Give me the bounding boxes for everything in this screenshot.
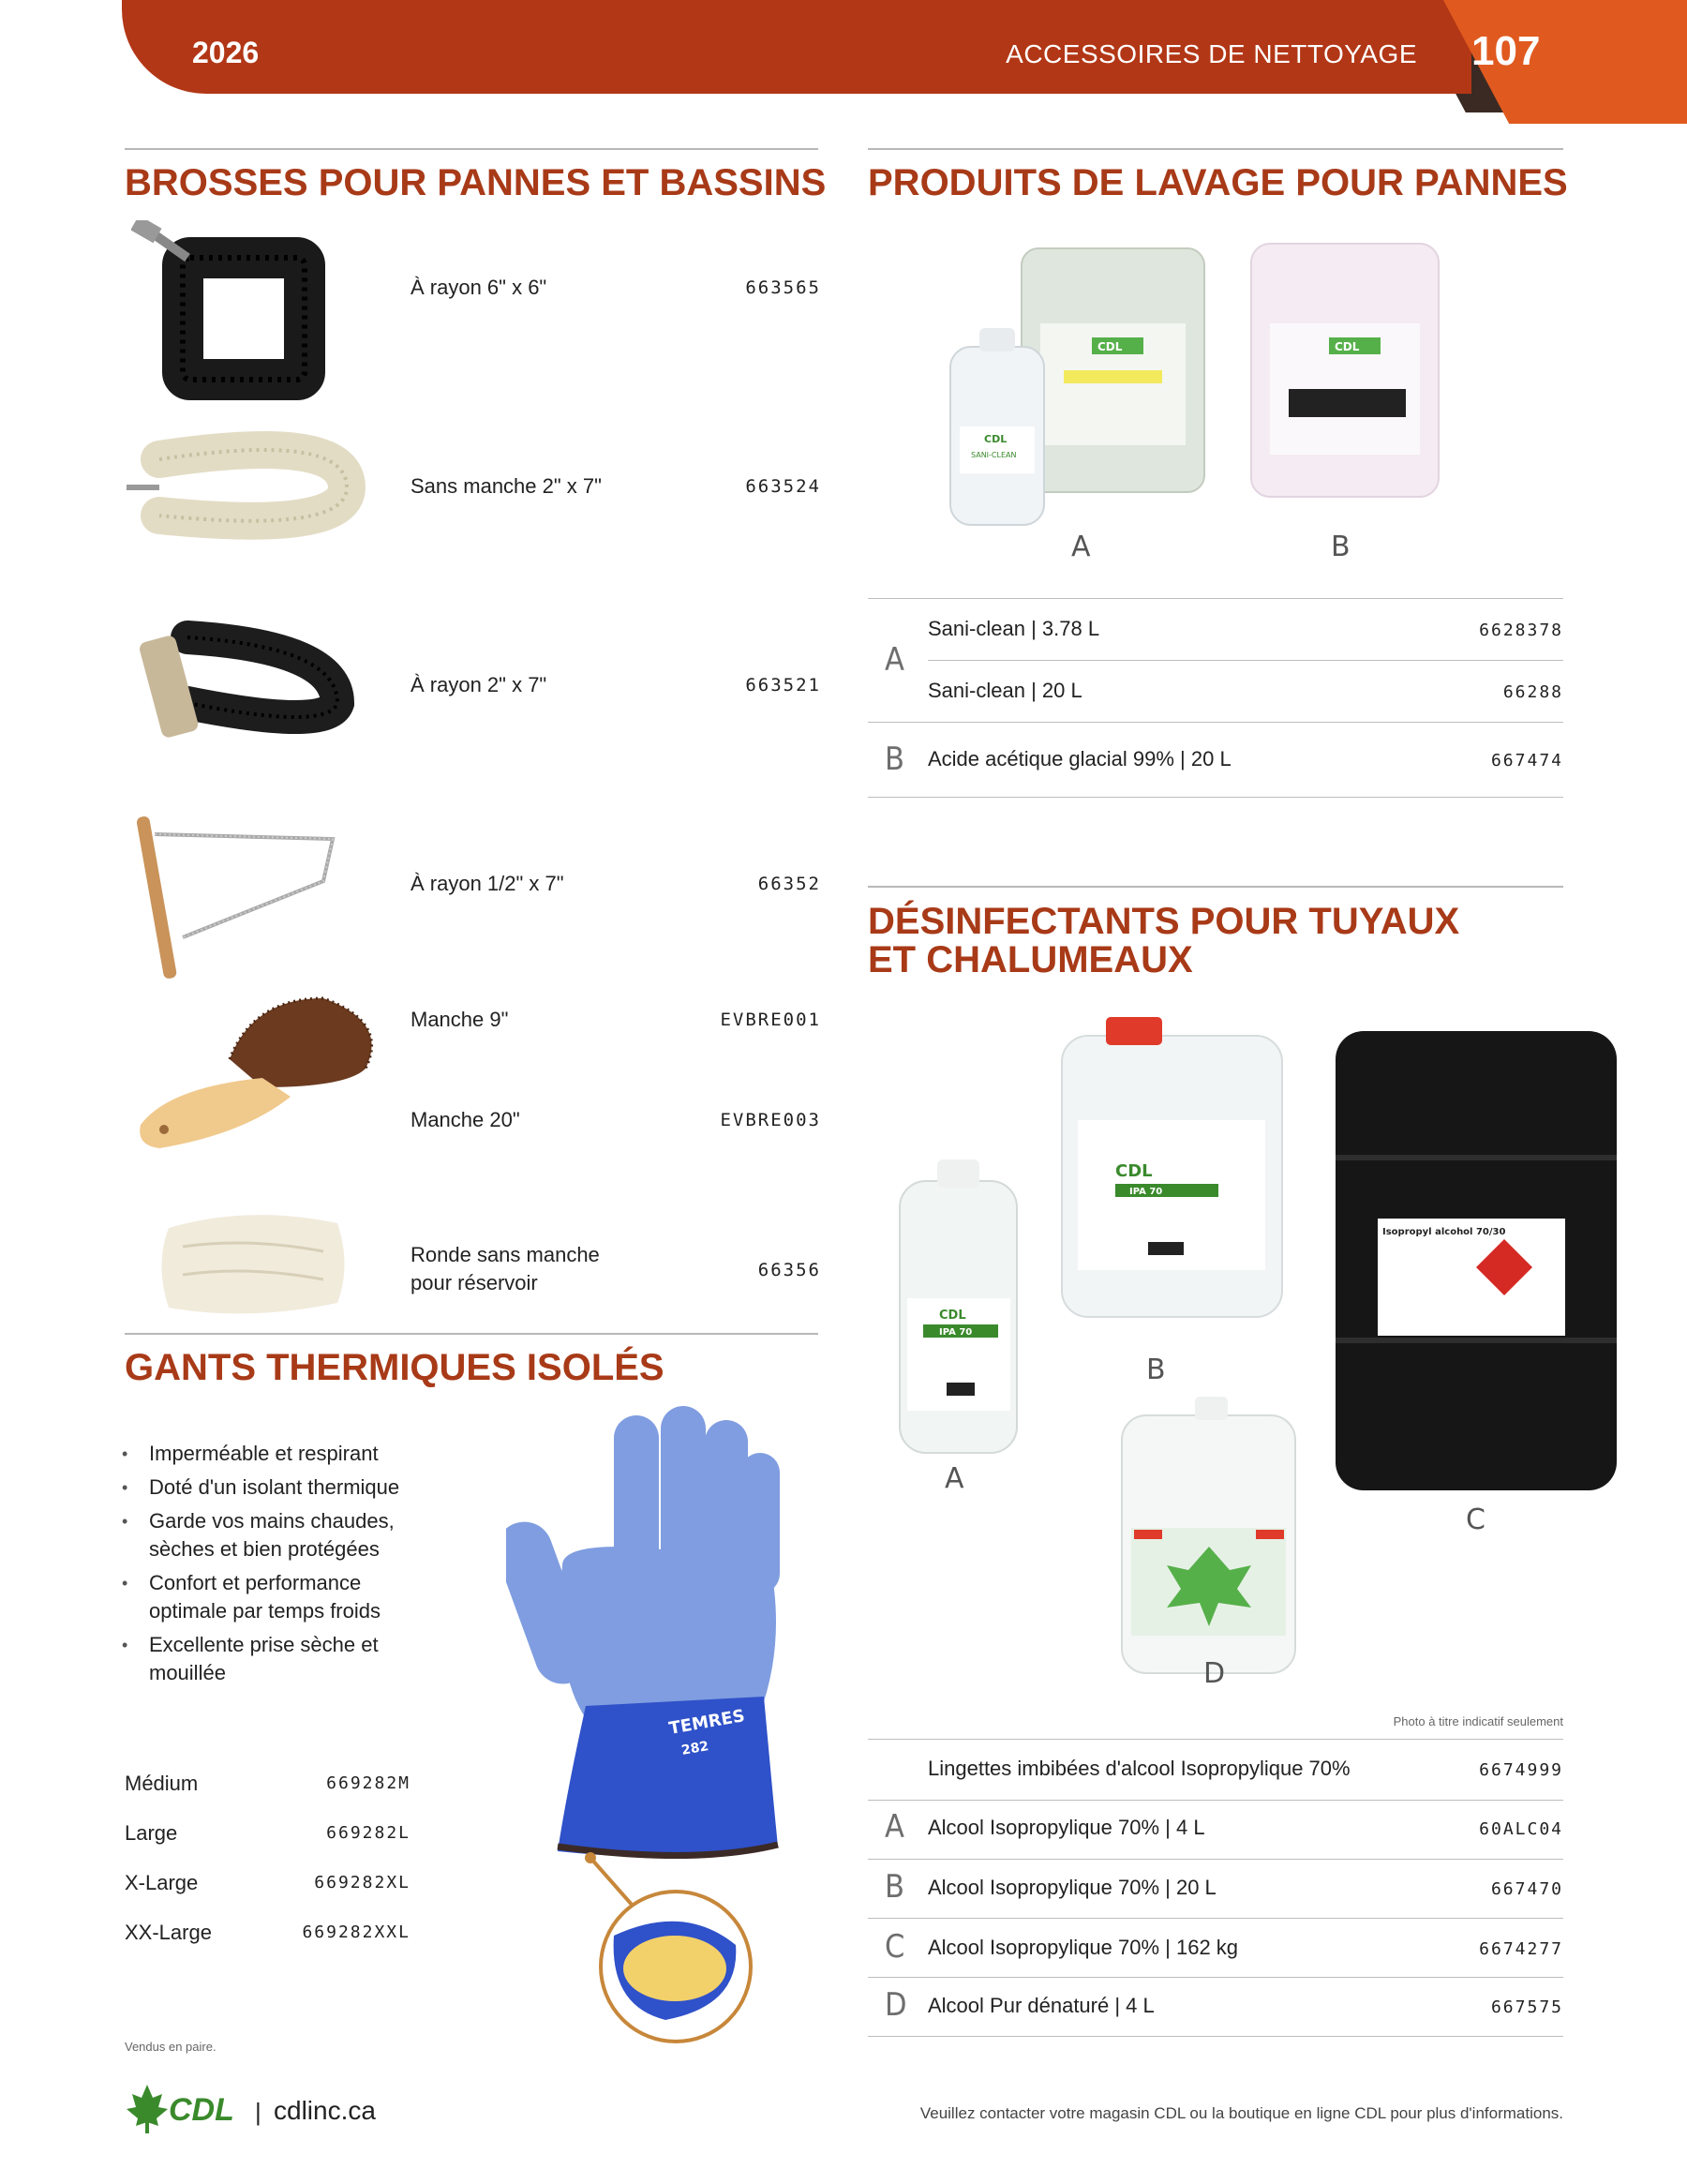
brushes-section-title: BROSSES POUR PANNES ET BASSINS (125, 162, 827, 203)
svg-text:CDL: CDL (939, 1309, 966, 1323)
isopropyl-products-image (881, 1017, 1621, 1692)
size-xlarge-label: X-Large (125, 1871, 199, 1894)
row-letter-a: A (885, 1808, 904, 1846)
brush-bristle-image (131, 984, 384, 1153)
brush-7-name-line2: pour réservoir (411, 1271, 538, 1294)
disinfectant-row-2-code: 60ALC04 (1479, 1819, 1563, 1839)
cdl-logo: CDL (169, 2092, 234, 2128)
size-large-label: Large (125, 1821, 178, 1845)
brush-4-name: À rayon 1/2" x 7" (411, 872, 564, 895)
catalog-year: 2026 (192, 36, 260, 69)
disinfectant-row-5-name: Alcool Pur dénaturé | 4 L (928, 1994, 1155, 2017)
row-letter-b: B (885, 1868, 904, 1906)
svg-text:CDL: CDL (1097, 340, 1123, 353)
pan-wash-row-1-name: Sani-clean | 3.78 L (928, 617, 1100, 640)
brush-1-name: À rayon 6" x 6" (411, 276, 547, 299)
section-rule (868, 886, 1563, 888)
brush-5-code: EVBRE001 (720, 1010, 821, 1030)
brush-2-name: Sans manche 2" x 7" (411, 474, 602, 498)
disinfectant-row-3-name: Alcool Isopropylique 70% | 20 L (928, 1876, 1217, 1899)
svg-text:Isopropyl alcohol 70/30: Isopropyl alcohol 70/30 (1382, 1227, 1506, 1237)
table-divider (868, 1800, 1563, 1801)
table-divider (928, 660, 1563, 661)
pan-wash-section-title: PRODUITS DE LAVAGE POUR PANNES (868, 162, 1568, 203)
disinfectant-row-3-code: 667470 (1490, 1879, 1563, 1899)
image-label-b: B (1146, 1354, 1166, 1386)
section-rule (868, 148, 1563, 150)
disinfectants-title-line1: DÉSINFECTANTS POUR TUYAUX (868, 901, 1460, 942)
disinfectant-row-1-code: 6674999 (1479, 1760, 1563, 1780)
brush-3-name: À rayon 2" x 7" (411, 673, 547, 696)
disinfectant-row-4-name: Alcool Isopropylique 70% | 162 kg (928, 1936, 1239, 1959)
feature-item: • Confort et performance optimale par temps froids (122, 1569, 431, 1625)
row-letter-c: C (885, 1928, 905, 1966)
gloves-section-title: GANTS THERMIQUES ISOLÉS (125, 1347, 664, 1388)
brush-2-code: 663524 (745, 476, 821, 497)
cdl-leaf-icon (125, 2083, 170, 2135)
svg-text:SANI-CLEAN: SANI-CLEAN (971, 451, 1017, 459)
table-divider (868, 722, 1563, 723)
pan-wash-row-3-code: 667474 (1490, 751, 1563, 770)
brush-4-code: 66352 (757, 874, 821, 894)
svg-text:CDL: CDL (1115, 1161, 1153, 1181)
disinfectant-row-5-code: 667575 (1490, 1997, 1563, 2017)
brush-7-name-line1: Ronde sans manche (411, 1243, 600, 1266)
glove-brand-label: TEMRES (667, 1706, 747, 1739)
disinfectant-row-1-name: Lingettes imbibées d'alcool Isopropylique 70% (928, 1757, 1351, 1780)
table-divider (868, 598, 1563, 599)
pair-note: Vendus en paire. (125, 2040, 216, 2054)
brush-white-image (122, 422, 366, 544)
image-label-a: A (1071, 531, 1091, 563)
row-letter-a: A (885, 641, 904, 679)
thermal-glove-image (506, 1397, 806, 2053)
row-letter-b: B (885, 740, 904, 778)
row-letter-d: D (885, 1986, 907, 2024)
brush-5-name: Manche 9" (411, 1008, 509, 1031)
photo-note: Photo à titre indicatif seulement (1393, 1714, 1563, 1728)
brush-handle-image (131, 600, 356, 740)
svg-text:CDL: CDL (984, 433, 1008, 445)
brush-wire-image (136, 806, 351, 984)
footer-separator: | (255, 2098, 261, 2126)
disinfectants-title-line2: ET CHALUMEAUX (868, 939, 1193, 980)
brush-round-image (155, 1209, 351, 1322)
sani-clean-products-image (937, 234, 1462, 534)
size-medium-label: Médium (125, 1772, 199, 1795)
image-label-b: B (1331, 531, 1351, 563)
svg-text:IPA 70: IPA 70 (939, 1327, 973, 1338)
glove-model-label: 282 (679, 1739, 710, 1758)
feature-item: • Imperméable et respirant (122, 1440, 431, 1468)
pan-wash-row-2-name: Sani-clean | 20 L (928, 679, 1082, 702)
gloves-features-list (122, 1440, 431, 1693)
section-rule (125, 1333, 818, 1335)
brush-3-code: 663521 (745, 675, 821, 696)
footer-website-link[interactable]: cdlinc.ca (274, 2096, 376, 2125)
brush-6-name: Manche 20" (411, 1108, 520, 1131)
feature-item: • Doté d'un isolant thermique (122, 1473, 431, 1502)
section-title: ACCESSOIRES DE NETTOYAGE (1006, 39, 1417, 68)
image-label-c: C (1466, 1503, 1485, 1536)
svg-text:IPA 70: IPA 70 (1129, 1187, 1163, 1197)
disinfectant-row-4-code: 6674277 (1479, 1939, 1563, 1959)
pan-wash-row-2-code: 66288 (1502, 682, 1563, 702)
size-xlarge-code: 669282XL (314, 1873, 411, 1892)
section-rule (125, 148, 818, 150)
size-xxlarge-code: 669282XXL (302, 1922, 411, 1942)
brush-6-code: EVBRE003 (720, 1110, 821, 1130)
pan-wash-row-3-name: Acide acétique glacial 99% | 20 L (928, 747, 1232, 770)
svg-text:CDL: CDL (1335, 340, 1360, 353)
feature-item: • Garde vos mains chaudes, sèches et bien protégées (122, 1507, 431, 1563)
brush-1-code: 663565 (745, 277, 821, 298)
table-divider (868, 1918, 1563, 1919)
size-large-code: 669282L (326, 1823, 411, 1843)
disinfectant-row-2-name: Alcool Isopropylique 70% | 4 L (928, 1816, 1205, 1839)
footer-contact-note: Veuillez contacter votre magasin CDL ou la boutique en ligne CDL pour plus d'informations. (919, 2104, 1563, 2122)
table-divider (868, 2036, 1563, 2037)
size-medium-code: 669282M (326, 1773, 411, 1793)
brush-square-image (131, 220, 366, 403)
pan-wash-row-1-code: 6628378 (1479, 621, 1563, 640)
size-xxlarge-label: XX-Large (125, 1921, 212, 1944)
image-label-a: A (945, 1462, 964, 1495)
table-divider (868, 1977, 1563, 1978)
feature-item: • Excellente prise sèche et mouillée (122, 1631, 431, 1687)
page-number: 107 (1471, 28, 1541, 74)
brush-7-code: 66356 (757, 1260, 821, 1280)
table-divider (868, 1739, 1563, 1740)
table-divider (868, 797, 1563, 798)
table-divider (868, 1859, 1563, 1860)
image-label-d: D (1203, 1657, 1226, 1690)
